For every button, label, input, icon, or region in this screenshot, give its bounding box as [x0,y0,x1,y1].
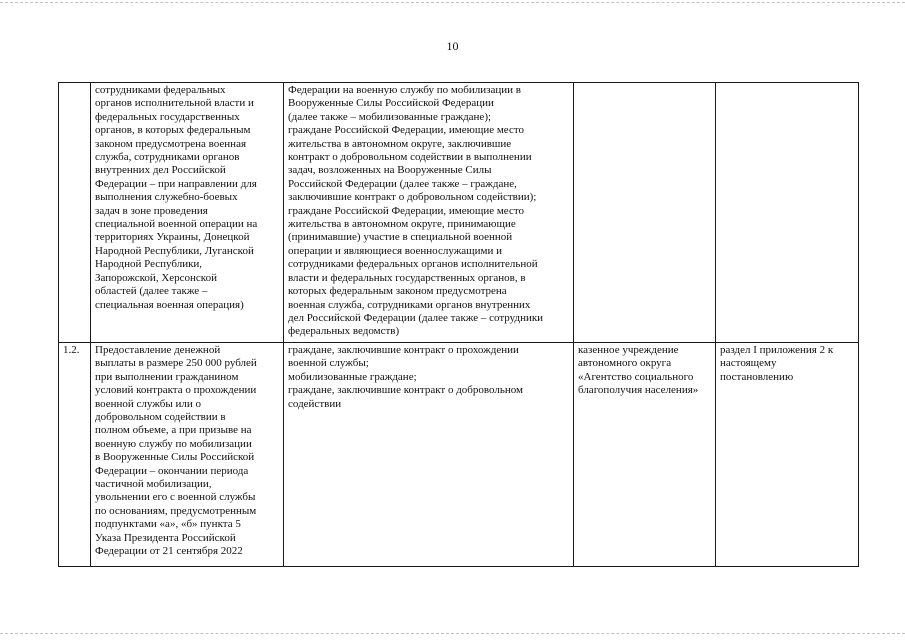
row-number-cell [59,83,91,343]
scan-edge-bottom [0,633,905,635]
reference-cell [716,83,859,343]
recipients-cell: Федерации на военную службу по мобилизации в Вооруженные Силы Российской Федерации (далее также – мобилизованные граждане); граждане Российской Федерации, имеющие место жительства в автономном округе, заключившие контракт о добровольном содействии в выполнении задач, возложенных на Вооруженные Силы Российской Федерации (далее также – граждане, заключившие контракт о добровольном содействии); граждане Российской Федерации, имеющие место жительства в автономном округе, принимающие (принимавшие) участие в специальной военной операции и являющиеся военнослужащими и сотрудниками федеральных органов исполнительной власти и федеральных государственных органов, в которых федеральным законом предусмотрена военная служба, сотрудниками органов внутренних дел Российской Федерации (далее также – сотрудники федеральных ведомств) [284,83,574,343]
measure-cell: Предоставление денежной выплаты в размере 250 000 рублей при выполнении гражданином условий контракта о прохождении военной службы или о добровольном содействии в полном объеме, а при призыве на военную службу по мобилизации в Вооруженные Силы Российской Федерации – окончании периода частичной мобилизации, увольнении его с военной службы по основаниям, предусмотренным подпунктами «а», «б» пункта 5 Указа Президента Российской Федерации от 21 сентября 2022 [91,343,284,567]
reference-cell: раздел I приложения 2 к настоящему постановлению [716,343,859,567]
page-number: 10 [446,39,459,53]
executor-cell [574,83,716,343]
table-row [59,343,859,567]
scan-edge-top [0,2,905,4]
executor-cell: казенное учреждение автономного округа «Агентство социального благополучия населения» [574,343,716,567]
row-number-cell: 1.2. [59,343,91,567]
recipients-cell: граждане, заключившие контракт о прохождении военной службы; мобилизованные граждане; граждане, заключившие контракт о добровольном содействии [284,343,574,567]
measures-table [58,82,859,567]
table-row [59,83,859,343]
measure-cell: сотрудниками федеральных органов исполнительной власти и федеральных государственных органов, в которых федеральным законом предусмотрена военная служба, сотрудниками органов внутренних дел Российской Федерации – при направлении для выполнения служебно-боевых задач в зоне проведения специальной военной операции на территориях Украины, Донецкой Народной Республики, Луганской Народной Республики, Запорожской, Херсонской областей (далее также – специальная военная операция) [91,83,284,343]
